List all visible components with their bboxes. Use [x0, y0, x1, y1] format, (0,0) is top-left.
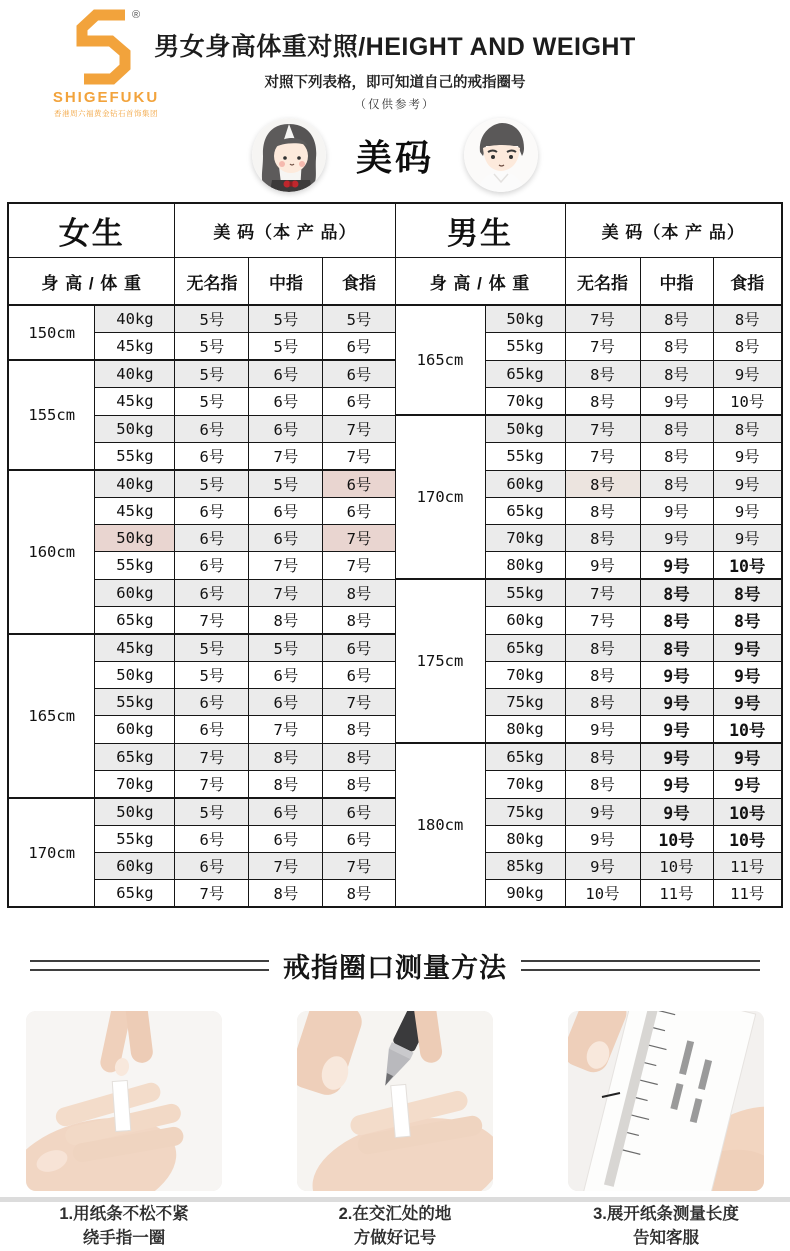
- female-height-cell: 160cm: [8, 470, 95, 634]
- male-ring-size-cell: 10号: [713, 388, 782, 416]
- male-ring-size-cell: 8号: [713, 333, 782, 361]
- male-ring-size-cell: 10号: [640, 853, 713, 880]
- female-weight-cell: 50kg: [95, 798, 175, 826]
- double-rule-left: [30, 960, 269, 971]
- male-ring-size-cell: 9号: [713, 525, 782, 552]
- female-ring-size-cell: 5号: [249, 634, 323, 662]
- female-weight-cell: 65kg: [95, 743, 175, 771]
- male-height-cell: 165cm: [395, 305, 485, 415]
- female-ring-size-cell: 7号: [249, 716, 323, 744]
- female-height-cell: 150cm: [8, 305, 95, 360]
- male-ring-size-cell: 8号: [565, 743, 640, 771]
- male-height-cell: 175cm: [395, 579, 485, 743]
- avatar-row: [0, 116, 790, 194]
- girl-avatar-icon: [252, 118, 326, 192]
- female-ring-size-cell: 6号: [175, 579, 249, 607]
- male-ring-size-cell: 9号: [713, 443, 782, 471]
- male-ring-size-cell: 9号: [640, 662, 713, 689]
- female-ring-size-cell: 6号: [175, 415, 249, 443]
- brand-block: [14, 6, 198, 119]
- male-ring-size-cell: 9号: [640, 552, 713, 580]
- male-ring-size-cell: 10号: [565, 880, 640, 908]
- male-ring-size-cell: 10号: [640, 826, 713, 853]
- female-ring-size-cell: 7号: [249, 853, 323, 880]
- female-ring-size-cell: 6号: [249, 360, 323, 388]
- female-ring-size-cell: 5号: [175, 662, 249, 689]
- male-ring-size-cell: 11号: [713, 853, 782, 880]
- female-ring-size-cell: 7号: [175, 771, 249, 799]
- female-ring-size-cell: 6号: [249, 689, 323, 716]
- female-ring-size-cell: 5号: [323, 305, 395, 333]
- measuring-section: [0, 946, 790, 1251]
- brand-name: SHIGEFUKU: [52, 89, 160, 106]
- male-weight-cell: 55kg: [485, 443, 565, 471]
- male-ring-size-cell: 9号: [713, 470, 782, 498]
- female-ring-size-cell: 6号: [249, 826, 323, 853]
- female-ring-size-cell: 7号: [323, 415, 395, 443]
- male-ring-size-cell: 9号: [640, 525, 713, 552]
- male-height-cell: 170cm: [395, 415, 485, 579]
- female-middle-finger-header: 中指: [249, 258, 323, 306]
- female-gender-header: 女生: [8, 203, 175, 258]
- male-height-cell: 180cm: [395, 743, 485, 907]
- female-ring-size-cell: 6号: [323, 826, 395, 853]
- male-ring-size-cell: 8号: [565, 360, 640, 388]
- male-weight-cell: 50kg: [485, 415, 565, 443]
- female-ring-size-cell: 7号: [323, 853, 395, 880]
- female-size-header: 美 码（本 产 品）: [175, 203, 395, 258]
- male-weight-cell: 65kg: [485, 498, 565, 525]
- registered-mark-icon: ®: [132, 9, 141, 21]
- male-index-finger-header: 食指: [713, 258, 782, 306]
- female-weight-cell: 45kg: [95, 388, 175, 416]
- male-weight-cell: 75kg: [485, 689, 565, 716]
- male-ring-size-cell: 8号: [565, 525, 640, 552]
- female-ring-size-cell: 6号: [323, 498, 395, 525]
- female-ring-size-cell: 5号: [175, 470, 249, 498]
- female-ring-size-cell: 7号: [249, 443, 323, 471]
- male-ring-size-cell: 8号: [640, 443, 713, 471]
- male-ring-size-cell: 9号: [713, 689, 782, 716]
- female-ring-size-cell: 6号: [323, 388, 395, 416]
- male-ring-size-cell: 11号: [640, 880, 713, 908]
- male-ring-size-cell: 9号: [713, 743, 782, 771]
- female-ring-size-cell: 5号: [249, 470, 323, 498]
- male-ring-size-cell: 9号: [565, 826, 640, 853]
- male-weight-cell: 70kg: [485, 388, 565, 416]
- female-weight-cell: 65kg: [95, 880, 175, 908]
- female-ring-size-cell: 8号: [323, 607, 395, 635]
- male-ring-size-cell: 9号: [565, 853, 640, 880]
- step-1-caption: [59, 1203, 188, 1251]
- female-height-cell: 165cm: [8, 634, 95, 798]
- male-ring-size-cell: 9号: [713, 771, 782, 799]
- male-ring-size-cell: 9号: [640, 689, 713, 716]
- male-height-weight-header: 身 高 / 体 重: [395, 258, 565, 306]
- male-ring-size-cell: 9号: [640, 498, 713, 525]
- male-size-header: 美 码（本 产 品）: [565, 203, 782, 258]
- male-weight-cell: 75kg: [485, 798, 565, 826]
- male-ring-size-cell: 7号: [565, 443, 640, 471]
- female-ring-finger-header: 无名指: [175, 258, 249, 306]
- male-ring-size-cell: 8号: [713, 305, 782, 333]
- male-weight-cell: 80kg: [485, 552, 565, 580]
- female-ring-size-cell: 8号: [323, 771, 395, 799]
- female-ring-size-cell: 6号: [249, 525, 323, 552]
- female-ring-size-cell: 7号: [175, 880, 249, 908]
- measure-strip-with-ruler-photo: [568, 1011, 764, 1191]
- male-ring-size-cell: 7号: [565, 579, 640, 607]
- male-ring-size-cell: 9号: [640, 771, 713, 799]
- male-weight-cell: 65kg: [485, 634, 565, 662]
- measure-step-2: [297, 1011, 493, 1251]
- female-height-cell: 170cm: [8, 798, 95, 907]
- female-ring-size-cell: 6号: [323, 634, 395, 662]
- male-ring-size-cell: 11号: [713, 880, 782, 908]
- female-weight-cell: 60kg: [95, 579, 175, 607]
- step-3-caption-line-1: 3.展开纸条测量长度: [593, 1205, 739, 1223]
- male-ring-size-cell: 9号: [713, 662, 782, 689]
- female-ring-size-cell: 6号: [175, 525, 249, 552]
- female-ring-size-cell: 8号: [323, 880, 395, 908]
- female-weight-cell: 55kg: [95, 689, 175, 716]
- female-ring-size-cell: 6号: [249, 388, 323, 416]
- female-ring-size-cell: 7号: [175, 607, 249, 635]
- male-ring-size-cell: 9号: [565, 552, 640, 580]
- female-weight-cell: 60kg: [95, 853, 175, 880]
- ring-size-table: [7, 202, 783, 908]
- step-3-caption-line-2: 告知客服: [632, 1228, 699, 1247]
- male-ring-size-cell: 9号: [713, 360, 782, 388]
- male-ring-size-cell: 9号: [713, 634, 782, 662]
- female-ring-size-cell: 6号: [175, 853, 249, 880]
- female-weight-cell: 40kg: [95, 470, 175, 498]
- wrap-paper-around-finger-photo: [26, 1011, 222, 1191]
- bottom-divider: [0, 1197, 790, 1202]
- measuring-steps: [0, 1011, 790, 1251]
- male-ring-size-cell: 8号: [713, 579, 782, 607]
- female-ring-size-cell: 8号: [249, 743, 323, 771]
- male-ring-size-cell: 8号: [713, 415, 782, 443]
- female-ring-size-cell: 5号: [249, 333, 323, 361]
- brand-logo-icon: [69, 6, 143, 88]
- mark-overlap-with-pen-photo: [297, 1011, 493, 1191]
- female-ring-size-cell: 6号: [175, 826, 249, 853]
- male-ring-finger-header: 无名指: [565, 258, 640, 306]
- female-height-weight-header: 身 高 / 体 重: [8, 258, 175, 306]
- female-weight-cell: 40kg: [95, 360, 175, 388]
- female-ring-size-cell: 7号: [323, 552, 395, 580]
- male-ring-size-cell: 10号: [713, 552, 782, 580]
- male-ring-size-cell: 10号: [713, 716, 782, 744]
- male-ring-size-cell: 8号: [565, 662, 640, 689]
- female-ring-size-cell: 8号: [249, 880, 323, 908]
- female-ring-size-cell: 5号: [175, 333, 249, 361]
- male-ring-size-cell: 10号: [713, 798, 782, 826]
- female-weight-cell: 50kg: [95, 662, 175, 689]
- female-weight-cell: 70kg: [95, 771, 175, 799]
- male-weight-cell: 60kg: [485, 607, 565, 635]
- female-ring-size-cell: 6号: [323, 333, 395, 361]
- female-ring-size-cell: 7号: [249, 552, 323, 580]
- female-ring-size-cell: 5号: [175, 360, 249, 388]
- female-ring-size-cell: 6号: [323, 470, 395, 498]
- page-subtitle: 对照下列表格，即可知道自己的戒指圈号: [264, 75, 526, 91]
- female-ring-size-cell: 6号: [323, 798, 395, 826]
- female-ring-size-cell: 5号: [175, 388, 249, 416]
- male-ring-size-cell: 8号: [565, 388, 640, 416]
- male-ring-size-cell: 9号: [565, 798, 640, 826]
- male-weight-cell: 60kg: [485, 470, 565, 498]
- female-ring-size-cell: 5号: [175, 305, 249, 333]
- male-weight-cell: 80kg: [485, 826, 565, 853]
- male-weight-cell: 65kg: [485, 360, 565, 388]
- step-1-caption-line-2: 绕手指一圈: [82, 1228, 166, 1247]
- female-ring-size-cell: 6号: [249, 498, 323, 525]
- female-weight-cell: 65kg: [95, 607, 175, 635]
- female-ring-size-cell: 7号: [323, 689, 395, 716]
- brand-tagline: 香港周六福黄金钻石首饰集团: [54, 109, 158, 118]
- male-ring-size-cell: 9号: [565, 716, 640, 744]
- measuring-section-title: 戒指圈口测量方法: [283, 953, 507, 983]
- measuring-title-row: [0, 946, 790, 985]
- female-weight-cell: 45kg: [95, 333, 175, 361]
- step-3-caption: [593, 1203, 739, 1251]
- male-ring-size-cell: 8号: [640, 360, 713, 388]
- female-ring-size-cell: 6号: [175, 689, 249, 716]
- female-ring-size-cell: 6号: [249, 662, 323, 689]
- female-ring-size-cell: 7号: [323, 443, 395, 471]
- male-ring-size-cell: 8号: [565, 689, 640, 716]
- male-ring-size-cell: 8号: [640, 415, 713, 443]
- male-weight-cell: 90kg: [485, 880, 565, 908]
- male-ring-size-cell: 7号: [565, 305, 640, 333]
- boy-avatar-icon: [464, 118, 538, 192]
- male-ring-size-cell: 9号: [640, 798, 713, 826]
- male-ring-size-cell: 8号: [640, 470, 713, 498]
- male-ring-size-cell: 7号: [565, 415, 640, 443]
- male-ring-size-cell: 9号: [640, 743, 713, 771]
- female-ring-size-cell: 6号: [175, 552, 249, 580]
- step-1-caption-line-1: 1.用纸条不松不紧: [59, 1205, 189, 1223]
- female-ring-size-cell: 8号: [249, 607, 323, 635]
- female-ring-size-cell: 6号: [175, 498, 249, 525]
- female-ring-size-cell: 7号: [323, 525, 395, 552]
- male-ring-size-cell: 7号: [565, 333, 640, 361]
- male-weight-cell: 70kg: [485, 525, 565, 552]
- female-ring-size-cell: 8号: [323, 743, 395, 771]
- female-weight-cell: 55kg: [95, 826, 175, 853]
- measure-step-3: [568, 1011, 764, 1251]
- male-weight-cell: 55kg: [485, 333, 565, 361]
- female-ring-size-cell: 6号: [249, 415, 323, 443]
- female-weight-cell: 50kg: [95, 525, 175, 552]
- male-middle-finger-header: 中指: [640, 258, 713, 306]
- female-height-cell: 155cm: [8, 360, 95, 470]
- male-weight-cell: 85kg: [485, 853, 565, 880]
- female-weight-cell: 45kg: [95, 634, 175, 662]
- female-weight-cell: 50kg: [95, 415, 175, 443]
- male-ring-size-cell: 8号: [640, 607, 713, 635]
- male-weight-cell: 70kg: [485, 662, 565, 689]
- female-ring-size-cell: 6号: [175, 716, 249, 744]
- measure-step-1: [26, 1011, 222, 1251]
- female-ring-size-cell: 8号: [323, 579, 395, 607]
- step-2-caption-line-2: 方做好记号: [353, 1228, 437, 1247]
- male-weight-cell: 55kg: [485, 579, 565, 607]
- male-ring-size-cell: 9号: [640, 388, 713, 416]
- female-ring-size-cell: 6号: [175, 443, 249, 471]
- male-ring-size-cell: 10号: [713, 826, 782, 853]
- male-ring-size-cell: 8号: [565, 498, 640, 525]
- male-ring-size-cell: 8号: [640, 333, 713, 361]
- female-ring-size-cell: 6号: [323, 662, 395, 689]
- female-ring-size-cell: 8号: [323, 716, 395, 744]
- male-ring-size-cell: 8号: [640, 634, 713, 662]
- female-ring-size-cell: 6号: [249, 798, 323, 826]
- size-standard-label: 美码: [355, 136, 434, 178]
- female-ring-size-cell: 5号: [249, 305, 323, 333]
- male-weight-cell: 50kg: [485, 305, 565, 333]
- male-ring-size-cell: 7号: [565, 607, 640, 635]
- female-ring-size-cell: 6号: [323, 360, 395, 388]
- female-weight-cell: 40kg: [95, 305, 175, 333]
- male-ring-size-cell: 8号: [640, 579, 713, 607]
- step-2-caption: [339, 1203, 452, 1251]
- male-weight-cell: 65kg: [485, 743, 565, 771]
- female-weight-cell: 55kg: [95, 443, 175, 471]
- female-ring-size-cell: 7号: [175, 743, 249, 771]
- page-title: 男女身高体重对照/HEIGHT AND WEIGHT: [154, 33, 636, 61]
- female-ring-size-cell: 7号: [249, 579, 323, 607]
- female-ring-size-cell: 5号: [175, 798, 249, 826]
- female-ring-size-cell: 8号: [249, 771, 323, 799]
- female-weight-cell: 60kg: [95, 716, 175, 744]
- male-ring-size-cell: 8号: [640, 305, 713, 333]
- male-ring-size-cell: 8号: [565, 634, 640, 662]
- male-ring-size-cell: 8号: [565, 470, 640, 498]
- male-ring-size-cell: 9号: [640, 716, 713, 744]
- male-weight-cell: 80kg: [485, 716, 565, 744]
- female-index-finger-header: 食指: [323, 258, 395, 306]
- double-rule-right: [521, 960, 760, 971]
- male-gender-header: 男生: [395, 203, 565, 258]
- male-ring-size-cell: 8号: [565, 771, 640, 799]
- female-ring-size-cell: 5号: [175, 634, 249, 662]
- reference-note: （仅供参考）: [354, 99, 436, 111]
- male-ring-size-cell: 8号: [713, 607, 782, 635]
- female-weight-cell: 55kg: [95, 552, 175, 580]
- male-weight-cell: 70kg: [485, 771, 565, 799]
- step-2-caption-line-1: 2.在交汇处的地: [338, 1205, 452, 1223]
- male-ring-size-cell: 9号: [713, 498, 782, 525]
- female-weight-cell: 45kg: [95, 498, 175, 525]
